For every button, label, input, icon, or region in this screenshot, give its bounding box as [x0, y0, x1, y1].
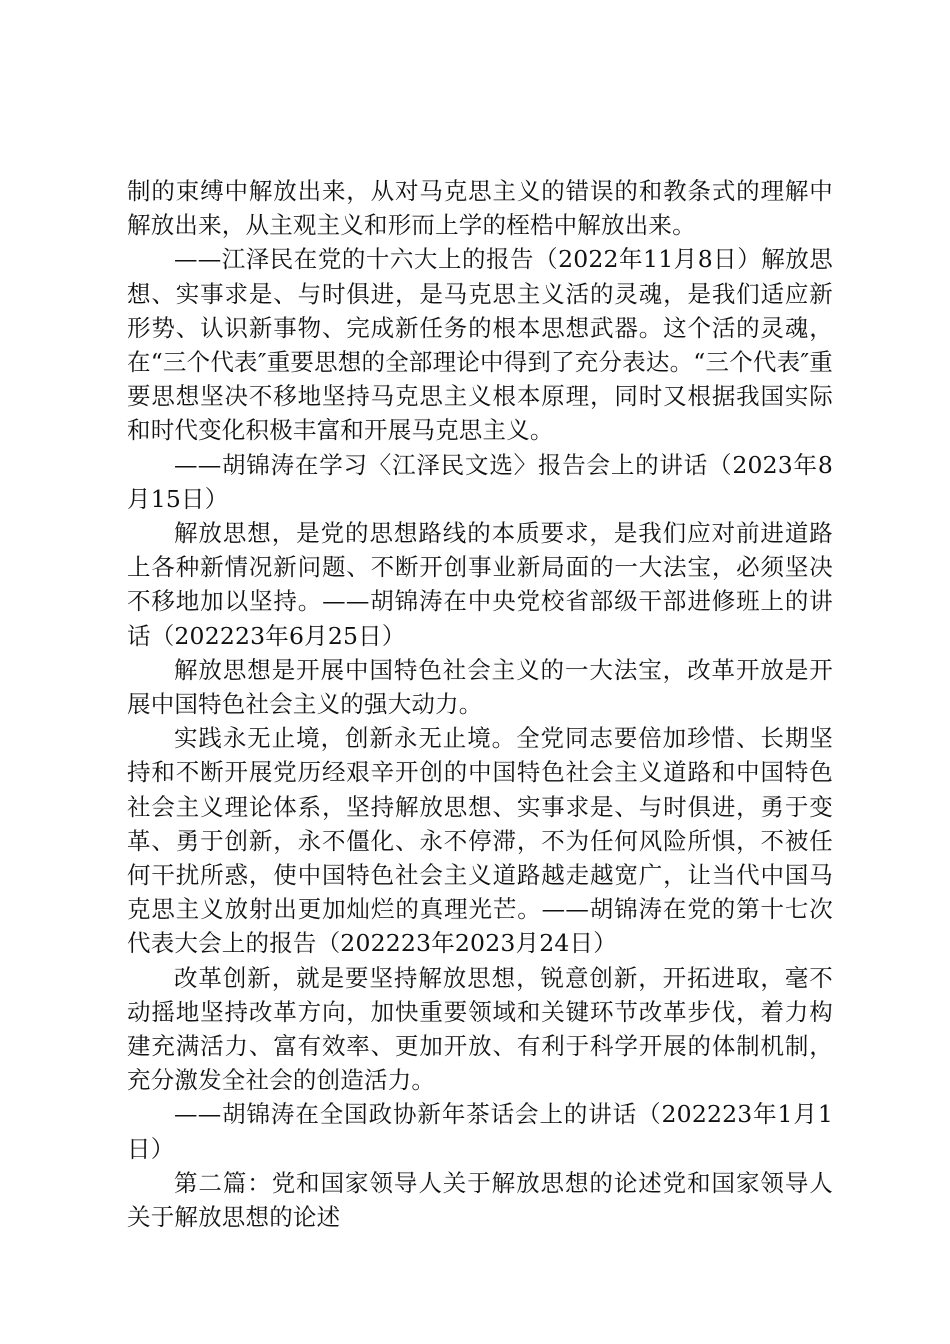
- paragraph-new-year-tea: ——胡锦涛在全国政协新年茶话会上的讲话（202223年1月1日）: [127, 1100, 833, 1163]
- paragraph-magic-weapon: 解放思想是开展中国特色社会主义的一大法宝，改革开放是开展中国特色社会主义的强大动力。: [127, 655, 833, 719]
- paragraph-seventeenth-congress: 实践永无止境，创新永无止境。全党同志要倍加珍惜、长期坚持和不断开展党历经艰辛开创的中国特色社会主义道路和中国特色社会主义理论体系，坚持解放思想、实事求是、与时俱进，勇于变革、勇于创新，永不僵化、永不停滞，不为任何风险所惧，不被任何干扰所惑，使中国特色社会主义道路越走越宽广，让当代中国马克思主义放射出更加灿烂的真理光芒。——胡锦涛在党的第十七次代表大会上的报告（202223年2023月24日）: [127, 724, 833, 958]
- paragraph-jiang-report: ——江泽民在党的十六大上的报告（2022年11月8日）解放思想、实事求是、与时俱进，是马克思主义活的灵魂，是我们适应新形势、认识新事物、完成新任务的根本思想武器。这个活的灵魂，在“三个代表″重要思想的全部理论中得到了充分表达。“三个代表″重要思想坚决不移地坚持马克思主义根本原理，同时又根据我国实际和时代变化积极丰富和开展马克思主义。: [127, 245, 833, 445]
- paragraph-hu-selected-works: ——胡锦涛在学习〈江泽民文选〉报告会上的讲话（2023年8月15日）: [127, 450, 833, 513]
- paragraph-reform-innovation: 改革创新，就是要坚持解放思想，锐意创新，开拓进取，毫不动摇地坚持改革方向，加快重要领域和关键环节改革步伐，着力构建充满活力、富有效率、更加开放、有利于科学开展的体制机制，充分激发全社会的创造活力。: [127, 963, 833, 1095]
- paragraph-continuation: 制的束缚中解放出来，从对马克思主义的错误的和教条式的理解中解放出来，从主观主义和形而上学的桎梏中解放出来。: [127, 177, 833, 240]
- paragraph-party-school: 解放思想，是党的思想路线的本质要求，是我们应对前进道路上各种新情况新问题、不断开创事业新局面的一大法宝，必须坚决不移地加以坚持。——胡锦涛在中央党校省部级干部进修班上的讲话（202223年6月25日）: [127, 519, 833, 650]
- document-body: [127, 174, 833, 1234]
- paragraph-part-two-title: 第二篇：党和国家领导人关于解放思想的论述党和国家领导人关于解放思想的论述: [127, 1168, 833, 1232]
